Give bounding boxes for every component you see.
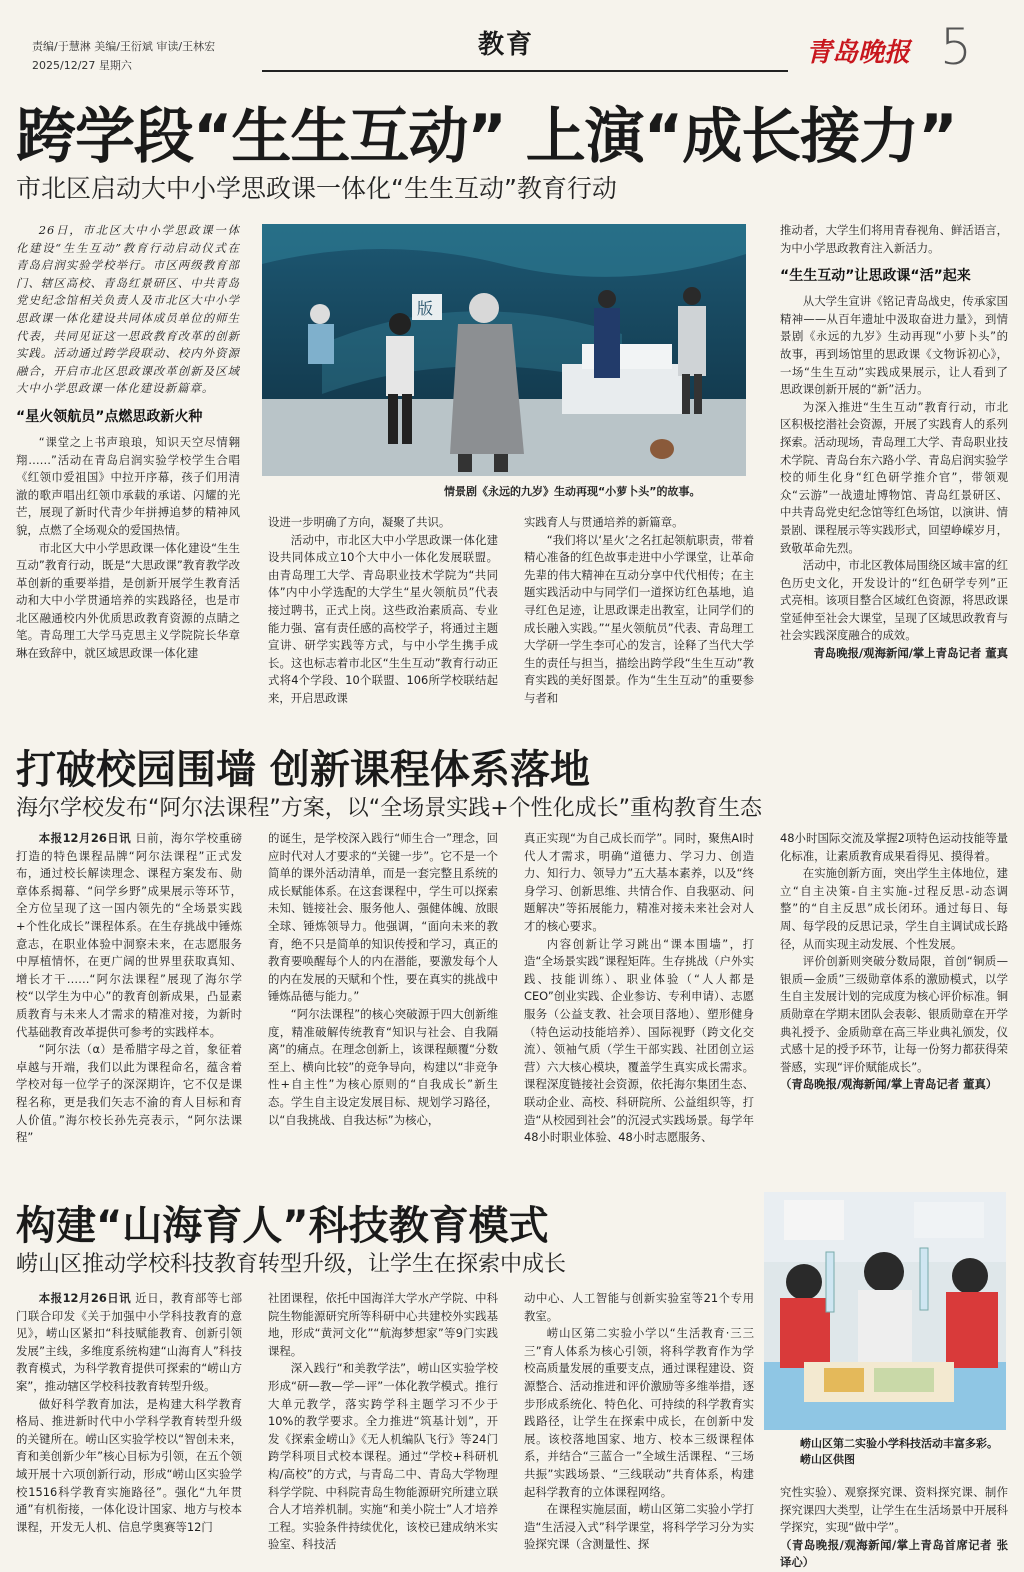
article1-photo-caption: 情景剧《永远的九岁》生动再现“小萝卜头”的故事。 (444, 485, 701, 498)
article3-photo-caption: 崂山区第二实验小学科技活动丰富多彩。 崂山区供图 (800, 1437, 998, 1466)
paragraph: 在课程实施层面，崂山区第二实验小学打造“生活浸入式”科学课堂，将科学学习分为实验探究课（含测量性、探 (524, 1502, 754, 1552)
paragraph: 做好科学教育加法，是构建大科学教育格局、推进新时代中小学科学教育转型升级的关键所在。崂山区实验学校以“智创未来，育和美创新少年”核心目标为引领，在五个领域开展十六项创新行动，形成“崂山区实验学校1516科学教育实施路径”。强化“九年贯通”有机衔接，一体化设计国家、地方与校本课程，开发无人机、信息学奥赛等12门 (16, 1396, 242, 1534)
article2-dateline: 本报12月26日讯 (38, 831, 132, 845)
paragraph: 深入践行“和美教学法”，崂山区实验学校形成“研—教—学—评”一体化教学模式。推行大单元教学，落实跨学科主题学习不少于10%的教学要求。全力推进“筑基计划”，开发《探索金崂山》《无人机编队飞行》等24门跨学科项目式校本课程。通过“学校+科研机构/高校”的方式，与青岛二中、青岛大学物理科学学院、中科院青岛生物能源研究所建立联合人才培养机制。实施“和美小院士”人才培养工程。实验条件持续优化，该校已建成纳米实验室、科技活 (268, 1361, 498, 1552)
paragraph: 设进一步明确了方向，凝聚了共识。 (268, 515, 451, 529)
article1-credit: 青岛晚报/观海新闻/掌上青岛记者 董真 (813, 646, 1008, 661)
paragraph: 近日，教育部等七部门联合印发《关于加强中小学科技教育的意见》，崂山区紧扣“科技赋能教育、创新引领发展”主线，多维度系统构建“山海育人”科技教育模式，为科学教育提供可探索的“崂山方案”，推动辖区学校科技教育转型升级。 (16, 1291, 242, 1393)
paragraph: 日前，海尔学校重磅打造的特色课程品牌“阿尔法课程”正式发布，通过校长解读理念、课程方案发布、勋章体系揭幕、“问学乡野”成果展示等环节，全方位呈现了这一国内领先的“全场景实践+个性化成长”课程体系。在生存挑战中锤炼意志，在职业体验中洞察未来，在志愿服务中厚植情怀，在更广阔的世界里获取真知、增长才干……“阿尔法课程”展现了海尔学校“以学生为中心”的教育创新成果，凸显素质教育与未来人才需求的精准对接，为新时代基础教育改革提供可参考的实践样本。 (16, 831, 242, 1039)
article1-column-4 (780, 222, 1008, 732)
article1-column-2 (268, 514, 498, 732)
article2-headline: 打破校园围墙 创新课程体系落地 (16, 747, 590, 793)
paragraph: 真正实现“为自己成长而学”。同时，聚焦AI时代人才需求，明确“道德力、学习力、创造力、知行力、领导力”五大基本素养，以及“终身学习、创新思维、共情合作、自我驱动、问题解决”等拓展能力，精准对接未来社会对人才的核心要求。 (524, 831, 754, 933)
paragraph: 实践育人与贯通培养的新篇章。 (524, 515, 684, 529)
article1-headline: 跨学段“生生互动” 上演“成长接力” (16, 102, 957, 172)
article1-section1-title: “星火领航员”点燃思政新火种 (16, 408, 203, 425)
article2-column-3 (524, 830, 754, 1180)
article1-section2-title: “生生互动”让思政课“活”起来 (780, 268, 971, 285)
paragraph: 的诞生，是学校深入践行“师生合一”理念，回应时代对人才要求的“关键一步”。它不是一个简单的课外活动清单，而是一套完整且系统的成长赋能体系。在这套课程中，学生可以探索未知、链接社会、服务他人、强健体魄、放眼全球、锤炼领导力。他强调，“面向未来的教育，绝不只是简单的知识传授和学习，真正的教育要唤醒每个人的内在潜能，要激发每个人的内在发展的天赋和个性，要在真实的挑战中锤炼品德与能力。” (268, 831, 498, 1004)
article2-column-2 (268, 830, 498, 1180)
paragraph: 究性实验）、观察探究课、资料探究课、制作探究课四大类型，让学生在生活场景中开展科学探究，实现“做中学”。 (780, 1485, 1008, 1535)
science-class-photo (764, 1192, 1006, 1430)
paragraph: 社团课程，依托中国海洋大学水产学院、中科院生物能源研究所等科研中心共建校外实践基地，形成“黄河文化”“航海梦想家”等9门实践课程。 (268, 1291, 498, 1358)
article3-headline: 构建“山海育人”科技教育模式 (16, 1203, 549, 1249)
article2-column-4 (780, 830, 1008, 1180)
paragraph: 在实施创新方面，突出学生主体地位，建立“自主决策-自主实施-过程反思-动态调整”的“自主反思”成长闭环。通过每日、每周、每学段的反思记录，学生自主调试成长路径，从而实现主动发展、个性发展。 (780, 866, 1008, 951)
article2-column-1 (16, 830, 242, 1180)
article2-subhead: 海尔学校发布“阿尔法课程”方案，以“全场景实践+个性化成长”重构教育生态 (16, 796, 763, 821)
paragraph: 活动中，市北区大中小学思政课一体化建设共同体成立10个大中小一体化发展联盟。由青岛理工大学、青岛职业技术学院为“共同体”内中小学选配的大学生“星火领航员”代表接过聘书，正式上岗。这些政治素质高、专业能力强、富有责任感的高校学子，将通过主题宣讲、研学实践等方式，与中小学生携手成长。这也标志着市北区“生生互动”教育行动正式将4个学段、10个联盟、106所学校联结起来，开启思政课 (268, 532, 498, 705)
article2-credit: （青岛晚报/观海新闻/掌上青岛记者 董真） (780, 1077, 998, 1092)
paragraph: 崂山区第二实验小学以“生活教育·三三三”育人体系为核心引领，将科学教育作为学校高质量发展的重要支点，通过课程建设、资源整合、活动推进和评价激励等多维举措，逐步形成系统化、特色化、可持续的科学教育实践路径，让学生在探索中成长，在创新中发展。该校落地国家、地方、校本三级课程体系，并结合“三蓝合一”全域生活课程、“三场共振”实践场景、“三线联动”共育体系，构建起科学教育的立体课程网络。 (524, 1326, 754, 1499)
stage-photo (262, 224, 746, 476)
header-rule (262, 70, 788, 72)
paragraph: “我们将以‘星火’之名扛起领航职责，带着精心准备的红色故事走进中小学课堂，让革命先辈的伟大精神在互动分享中代代相传；在主题实践活动中与同学们一道探访红色基地，追寻红色足迹，让思政课走出教室，让同学们的成长融入实践。”“星火领航员”代表、青岛理工大学研一学生李可心的发言，诠释了当代大学生的责任与担当，描绘出跨学段“生生互动”教育实践的美好图景。作为“生生互动”的重要参与者和 (524, 532, 754, 705)
paragraph: 从大学生宣讲《铭记青岛战史，传承家国精神——从百年遗址中汲取奋进力量》，到情景剧《永远的九岁》生动再现“小萝卜头”的故事，再到场馆里的思政课《文物诉初心》，一场“生生互动”实践成果展示，让人看到了思政课创新开展的“新”活力。 (780, 294, 1008, 397)
paragraph: 48小时国际交流及掌握2项特色运动技能等量化标准，让素质教育成果看得见、摸得着。 (780, 831, 1008, 863)
article1-column-3 (524, 514, 754, 732)
article1-subhead: 市北区启动大中小学思政课一体化“生生互动”教育行动 (16, 174, 617, 203)
paragraph: 动中心、人工智能与创新实验室等21个专用教室。 (524, 1291, 754, 1323)
article3-credit: （青岛晚报/观海新闻/掌上青岛首席记者 张译心） (780, 1537, 1008, 1568)
paragraph: 推动者，大学生们将用青春视角、鲜活语言，为中小学思政教育注入新活力。 (780, 223, 1008, 255)
article1-lead: 26日，市北区大中小学思政课一体化建设“生生互动”教育行动启动仪式在青岛启润实验学校举行。市区两级教育部门、辖区高校、青岛红景研区、中共青岛党史纪念馆相关负责人及市北区大中小学思政课一体化建设共同体成员单位的师生代表，共同见证这一思政教育改革的创新实践。活动通过跨学段联动、校内外资源融合，开启市北区思政课改革创新及区域大中小学思政课一体化建设新篇章。 (16, 223, 240, 396)
article3-subhead: 崂山区推动学校科技教育转型升级，让学生在探索中成长 (16, 1252, 567, 1277)
date-line: 2025/12/27 星期六 (32, 59, 132, 72)
paragraph: 活动中，市北区教体局围绕区域丰富的红色历史文化，开发设计的“红色研学专列”正式亮相。该项目整合区域红色资源，将思政课堂延伸至社会大课堂，呈现了区域思政教育与社会实践深度融合的成效。 (780, 558, 1008, 643)
article1-column-1 (16, 222, 240, 732)
paragraph: 内容创新让学习跳出“课本围墙”，打造“全场景实践”课程矩阵。生存挑战（户外实践、技能训练）、职业体验（“人人都是CEO”创业实践、企业参访、专利申请）、志愿服务（公益支教、社会项目落地）、塑形健身（特色运动技能培养）、国际视野（跨文化交流）、领袖气质（学生干部实践、社团创立运营）六大核心模块，覆盖学生真实成长需求。课程深度链接社会资源，依托海尔集团生态、联动企业、高校、科研院所、公益组织等，打造“从校园到社会”的沉浸式实践场景。每学年48小时职业体验、48小时志愿服务、 (524, 936, 754, 1145)
paragraph: 评价创新则突破分数局限，首创“铜质—银质—金质”三级勋章体系的激励模式，以学生自主发展计划的完成度为核心评价标准。铜质勋章在学期末团队会表彰、银质勋章在开学典礼授予、金质勋章在高三毕业典礼颁发，仪式感十足的授予环节，让每一份努力都获得荣誉感，实现“评价赋能成长”。 (780, 954, 1008, 1074)
paper-logo: 青岛晚报 (806, 38, 911, 68)
paragraph: “课堂之上书声琅琅，知识天空尽情翱翔……”活动在青岛启润实验学校学生合唱《红领巾爱祖国》中拉开序幕，孩子们用清澈的歌声唱出红领巾承载的承诺、闪耀的光芒，展现了新时代青少年拼搏追梦的精神风貌，点燃了全场观众的爱国热情。 (16, 434, 240, 537)
section-name: 教育 (478, 30, 535, 60)
paragraph: “阿尔法（α）是希腊字母之首，象征着卓越与开端，我们以此为课程命名，蕴含着学校对每一位学子的深深期许，它不仅是课程名称，更是我们矢志不渝的育人目标和育人价值。”海尔校长孙先亮表示，“阿尔法课程” (16, 1042, 242, 1145)
paragraph: 为深入推进“生生互动”教育行动，市北区积极挖潜社会资源，开展了实践育人的系列探索。活动现场，青岛理工大学、青岛职业技术学院、青岛台东六路小学、青岛启润实验学校的师生化身“红色研学推介官”，带领观众“云游”一战遗址博物馆、青岛红景研区、中共青岛党史纪念馆等红色场馆，以演讲、情景剧、课程展示等实践形式，回望峥嵘岁月，致敬革命先烈。 (780, 399, 1008, 555)
paragraph: “阿尔法课程”的核心突破源于四大创新维度，精准破解传统教育“知识与社会、自我隔离”的痛点。在理念创新上，该课程颠覆“分数至上、横向比较”的竞争导向，构建以“非竞争性+自主性”为核心原则的“自我成长”新生态。学生自主设定发展目标、规划学习路径，以“自我挑战、自我达标”为核心， (268, 1006, 498, 1127)
article3-column-3 (524, 1290, 754, 1566)
article3-column-1 (16, 1290, 242, 1566)
article3-column-2 (268, 1290, 498, 1566)
paragraph: 市北区大中小学思政课一体化建设“生生互动”教育行动，既是“大思政课”教育教学改革创新的重要举措，是创新开展学生教育活动和大中小学贯通培养的实践路径，也是市北区融通校内外优质思政教育资源的点睛之笔。青岛理工大学马克思主义学院院长华章琳在致辞中，就区域思政课一体化建 (16, 540, 240, 661)
photo-sign-text: 版 (417, 299, 434, 318)
article3-column-4 (780, 1484, 1008, 1568)
article3-dateline: 本报12月26日讯 (38, 1291, 132, 1305)
page-number: 5 (940, 18, 972, 76)
editor-line: 责编/于慧淋 美编/王衍斌 审读/王林宏 (32, 40, 216, 53)
